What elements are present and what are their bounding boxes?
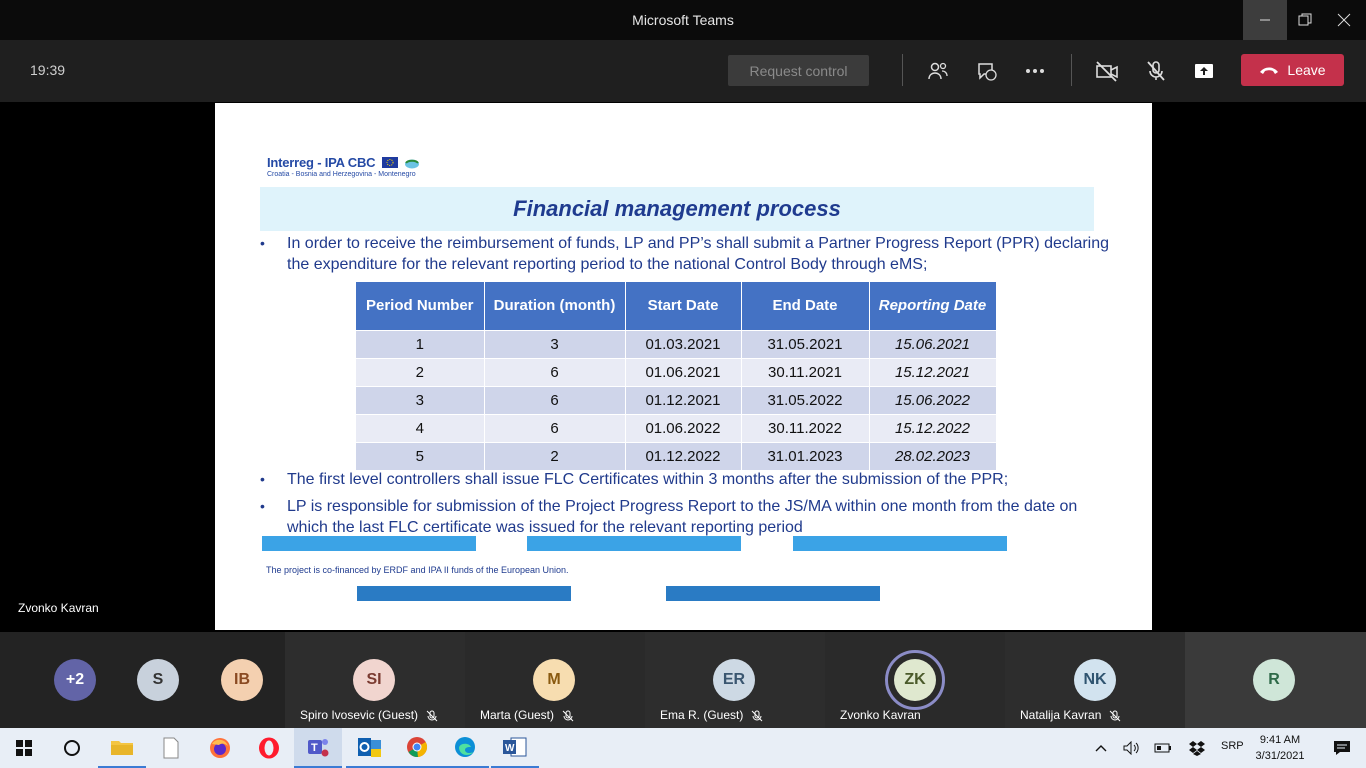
people-icon: [927, 60, 949, 82]
participants-button[interactable]: [923, 56, 953, 86]
column-header: End Date: [741, 282, 869, 330]
table-cell: 3: [484, 330, 625, 358]
show-hidden-icons[interactable]: [1089, 728, 1113, 768]
table-cell: 15.06.2021: [869, 330, 996, 358]
mic-muted-icon: [1109, 710, 1121, 722]
overflow-tile: [0, 632, 285, 728]
participant-tile-speaking[interactable]: [825, 632, 1005, 728]
column-header: Reporting Date: [869, 282, 996, 330]
table-cell: 15.12.2022: [869, 414, 996, 442]
table-cell: 28.02.2023: [869, 442, 996, 470]
action-center-button[interactable]: [1318, 728, 1366, 768]
table-row: [356, 386, 996, 414]
volume-button[interactable]: [1120, 728, 1144, 768]
reporting-periods-table: [356, 282, 997, 470]
logo-title: Interreg - IPA CBC: [267, 155, 376, 170]
close-icon: [1337, 13, 1351, 27]
participants-strip: [0, 632, 1366, 728]
table-cell: 2: [356, 358, 484, 386]
taskbar-firefox[interactable]: [196, 728, 244, 768]
participant-name: [480, 708, 574, 722]
avatar-initials: +2: [65, 671, 85, 688]
slide-heading: Financial management process: [260, 187, 1094, 231]
battery-button[interactable]: [1152, 728, 1176, 768]
table-row: [356, 330, 996, 358]
windows-logo-icon: [16, 740, 32, 756]
bullet-icon: •: [260, 471, 265, 487]
avatar[interactable]: [221, 659, 263, 701]
table-cell: 1: [356, 330, 484, 358]
taskbar-word[interactable]: [491, 728, 539, 768]
participant-name: [300, 708, 438, 722]
table-cell: 6: [484, 386, 625, 414]
notification-icon: [1333, 740, 1351, 756]
decorative-bar: [666, 586, 880, 601]
leave-label: Leave: [1287, 62, 1326, 78]
firefox-icon: [208, 736, 232, 760]
participant-name: Zvonko Kavran: [840, 708, 921, 722]
request-control-button[interactable]: Request control: [728, 55, 869, 86]
table-cell: 6: [484, 414, 625, 442]
logo-subtitle: Croatia - Bosnia and Herzegovina - Montenegro: [267, 171, 416, 178]
taskbar-notepad[interactable]: [147, 728, 195, 768]
svg-text:W: W: [505, 743, 515, 754]
leave-button[interactable]: [1241, 54, 1344, 86]
dropbox-icon: [1188, 740, 1206, 756]
programme-emblem-icon: [404, 157, 420, 169]
avatar: [713, 659, 755, 701]
speaker-icon: [1123, 741, 1141, 755]
meeting-toolbar: [0, 40, 1366, 102]
table-cell: 6: [484, 358, 625, 386]
eu-flag-icon: [382, 157, 398, 168]
camera-button[interactable]: [1092, 56, 1122, 86]
column-header: Duration (month): [484, 282, 625, 330]
table-cell: 01.06.2022: [625, 414, 741, 442]
bullet-text: The first level controllers shall issue FLC Certificates within 3 months after the submission of the PPR;: [287, 471, 1009, 488]
taskbar-chrome[interactable]: [393, 728, 441, 768]
microphone-button[interactable]: [1141, 56, 1171, 86]
restore-button[interactable]: [1283, 0, 1327, 40]
taskbar-teams[interactable]: [294, 728, 342, 768]
bullet-text: LP is responsible for submission of the Project Progress Report to the JS/MA within one month from the date on which the last FLC certificate was issued for the relevant reporting period: [287, 498, 1078, 536]
participant-name-text: Natalija Kavran: [1020, 708, 1102, 722]
table-cell: 30.11.2021: [741, 358, 869, 386]
window-title: Microsoft Teams: [632, 12, 734, 28]
table-cell: 01.06.2021: [625, 358, 741, 386]
table-cell: 4: [356, 414, 484, 442]
decorative-bar: [262, 536, 476, 551]
avatar[interactable]: [137, 659, 179, 701]
bullet-item: [260, 469, 1120, 491]
cortana-circle-icon: [63, 739, 81, 757]
input-language[interactable]: SRP: [1221, 740, 1244, 752]
bullet-item: [260, 496, 1120, 540]
participant-tile[interactable]: [1005, 632, 1185, 728]
chevron-up-icon: [1095, 744, 1107, 752]
bullet-icon: •: [260, 498, 265, 514]
participant-name-text: Spiro Ivosevic (Guest): [300, 708, 419, 722]
avatar: [353, 659, 395, 701]
mic-muted-icon: [426, 710, 438, 722]
participant-name: [660, 708, 763, 722]
participant-tile[interactable]: [645, 632, 825, 728]
bullet-text: In order to receive the reimbursement of funds, LP and PP’s shall submit a Partner Progress Report (PPR) declaring the expenditure for the relevant reporting period to the national Control Body through eMS;: [287, 235, 1110, 273]
table-cell: 31.05.2021: [741, 330, 869, 358]
avatar-initials: NK: [1083, 671, 1107, 688]
minimize-icon: [1259, 14, 1271, 26]
table-row: [356, 442, 996, 470]
mic-off-icon: [1145, 60, 1167, 82]
taskbar-outlook[interactable]: [346, 728, 394, 768]
more-actions-button[interactable]: [1020, 56, 1050, 86]
close-button[interactable]: [1322, 0, 1366, 40]
participant-name: [1020, 708, 1121, 722]
table-row: [356, 414, 996, 442]
avatar-initials: R: [1268, 671, 1280, 688]
decorative-bar: [793, 536, 1007, 551]
system-clock[interactable]: [1248, 732, 1312, 764]
column-header: Period Number: [356, 282, 484, 330]
avatar-initials: M: [547, 671, 561, 688]
windows-taskbar: [0, 728, 1366, 768]
table-header-row: [356, 282, 996, 330]
avatar[interactable]: [54, 659, 96, 701]
battery-icon: [1154, 741, 1174, 755]
presenter-name: Zvonko Kavran: [18, 601, 99, 615]
bullet-icon: •: [260, 235, 265, 251]
table-cell: 01.03.2021: [625, 330, 741, 358]
participant-name-text: Marta (Guest): [480, 708, 555, 722]
outlook-icon: [357, 736, 383, 758]
toolbar-divider: [902, 54, 903, 86]
taskbar-opera[interactable]: [245, 728, 293, 768]
camera-off-icon: [1095, 60, 1119, 82]
table-cell: 01.12.2022: [625, 442, 741, 470]
minimize-button[interactable]: [1243, 0, 1287, 40]
teams-icon: [306, 736, 330, 758]
document-icon: [162, 737, 180, 759]
cofinancing-note: The project is co-financed by ERDF and IPA II funds of the European Union.: [266, 565, 569, 575]
start-button[interactable]: [0, 728, 48, 768]
avatar-initials: SI: [366, 671, 382, 688]
interreg-logo: [267, 155, 420, 178]
decorative-bar: [357, 586, 571, 601]
participant-name-text: Ema R. (Guest): [660, 708, 744, 722]
chat-icon: [976, 60, 998, 82]
decorative-bar: [527, 536, 741, 551]
more-icon: [1024, 60, 1046, 82]
avatar-initials: ER: [722, 671, 746, 688]
word-icon: [502, 736, 528, 758]
dropbox-button[interactable]: [1184, 728, 1210, 768]
clock-time: 9:41 AM: [1259, 734, 1301, 746]
table-cell: 30.11.2022: [741, 414, 869, 442]
participant-tile[interactable]: [1185, 632, 1366, 728]
table-cell: 31.05.2022: [741, 386, 869, 414]
mic-muted-icon: [562, 710, 574, 722]
avatar: [1074, 659, 1116, 701]
avatar: [533, 659, 575, 701]
share-screen-icon: [1193, 60, 1215, 82]
table-cell: 5: [356, 442, 484, 470]
shared-content-stage: [0, 102, 1366, 632]
table-cell: 15.06.2022: [869, 386, 996, 414]
taskbar-edge[interactable]: [441, 728, 489, 768]
presentation-slide: [215, 103, 1152, 630]
folder-icon: [110, 737, 134, 757]
meeting-timer: 19:39: [30, 62, 66, 78]
table-cell: 01.12.2021: [625, 386, 741, 414]
chrome-icon: [405, 735, 429, 759]
avatar-initials: ZK: [904, 671, 926, 688]
mic-muted-icon: [751, 710, 763, 722]
edge-icon: [453, 735, 477, 759]
table-row: [356, 358, 996, 386]
title-bar: [0, 0, 1366, 40]
avatar-initials: S: [152, 671, 164, 688]
hang-up-icon: [1259, 65, 1279, 75]
opera-icon: [257, 736, 281, 760]
restore-icon: [1298, 13, 1312, 27]
participant-tile[interactable]: [285, 632, 465, 728]
search-button[interactable]: [48, 728, 96, 768]
table-cell: 31.01.2023: [741, 442, 869, 470]
table-cell: 3: [356, 386, 484, 414]
avatar-initials: IB: [234, 671, 250, 688]
chat-button[interactable]: [972, 56, 1002, 86]
clock-date: 3/31/2021: [1255, 750, 1305, 762]
toolbar-divider: [1071, 54, 1072, 86]
share-button[interactable]: [1189, 56, 1219, 86]
avatar: [1253, 659, 1295, 701]
column-header: Start Date: [625, 282, 741, 330]
table-cell: 15.12.2021: [869, 358, 996, 386]
avatar: [894, 659, 936, 701]
table-cell: 2: [484, 442, 625, 470]
taskbar-file-explorer[interactable]: [98, 728, 146, 768]
bullet-item: [260, 233, 1120, 277]
svg-text:T: T: [311, 742, 318, 754]
participant-tile[interactable]: [465, 632, 645, 728]
